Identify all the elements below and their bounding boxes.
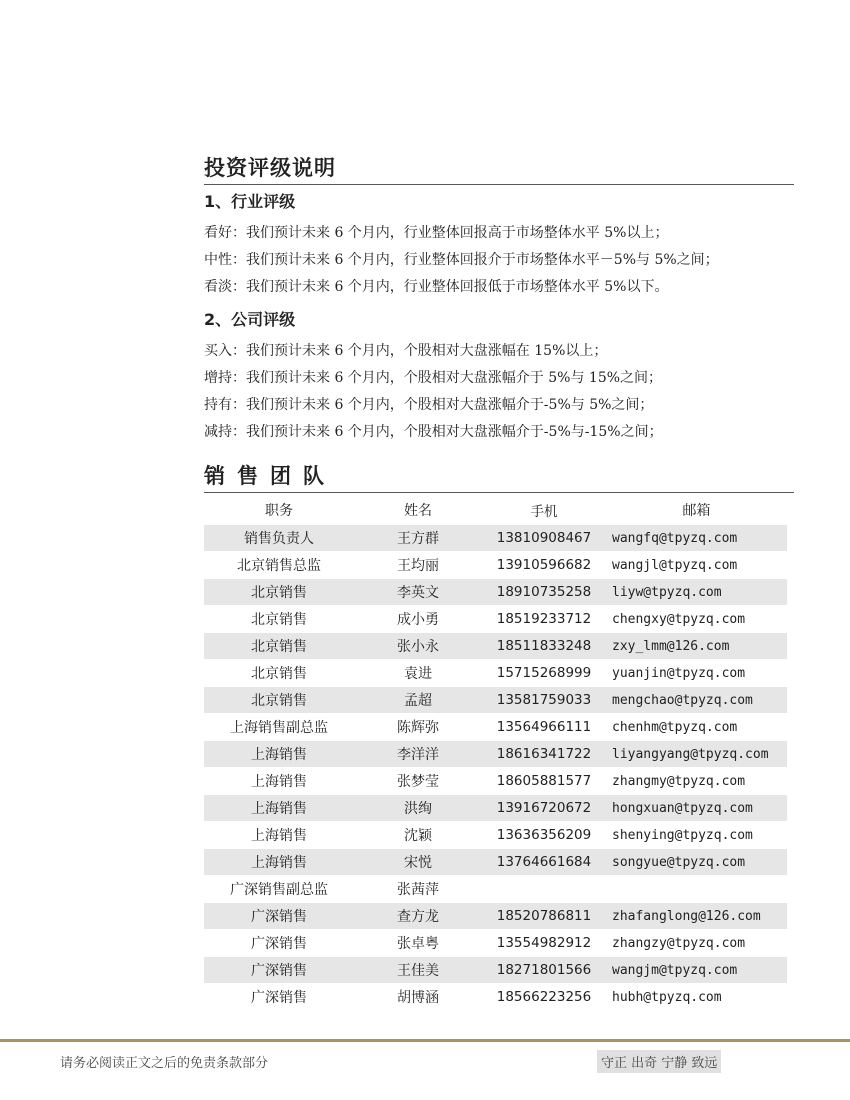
footer-motto: 守正 出奇 宁静 致远: [597, 1050, 721, 1073]
cell-name: 王佳美: [354, 957, 482, 984]
cell-phone: 13910596682: [482, 552, 606, 579]
table-row: [204, 822, 787, 849]
table-row: [204, 714, 787, 741]
cell-name: 王均丽: [354, 552, 482, 579]
cell-phone: 18511833248: [482, 633, 606, 660]
table-header-row: [204, 495, 787, 525]
industry-rating-heading: 1、行业评级: [204, 192, 296, 211]
table-row: [204, 957, 787, 984]
table-row: [204, 687, 787, 714]
cell-name: 袁进: [354, 660, 482, 687]
cell-name: 张小永: [354, 633, 482, 660]
header-name: 姓名: [404, 503, 432, 519]
cell-phone: 13581759033: [482, 687, 606, 714]
cell-email: songyue@tpyzq.com: [606, 849, 787, 876]
company-rating-heading: 2、公司评级: [204, 310, 296, 329]
header-email: 邮箱: [682, 503, 711, 519]
cell-email: zhafanglong@126.com: [606, 903, 787, 930]
cell-phone: 18519233712: [482, 606, 606, 633]
cell-role: 北京销售总监: [204, 552, 354, 579]
table-row: [204, 849, 787, 876]
cell-email: liyangyang@tpyzq.com: [606, 741, 787, 768]
cell-email: chenhm@tpyzq.com: [606, 714, 787, 741]
cell-name: 李英文: [354, 579, 482, 606]
cell-role: 广深销售: [204, 957, 354, 984]
cell-email: liyw@tpyzq.com: [606, 579, 787, 606]
cell-role: 销售负责人: [204, 525, 354, 552]
footer-divider: [0, 1039, 850, 1042]
cell-name: 张茜萍: [354, 876, 482, 903]
cell-phone: 18605881577: [482, 768, 606, 795]
cell-role: 北京销售: [204, 579, 354, 606]
cell-role: 上海销售: [204, 741, 354, 768]
cell-email: zhangzy@tpyzq.com: [606, 930, 787, 957]
cell-phone: 13916720672: [482, 795, 606, 822]
cell-email: wangjl@tpyzq.com: [606, 552, 787, 579]
cell-role: 上海销售: [204, 768, 354, 795]
table-row: [204, 930, 787, 957]
cell-name: 陈辉弥: [354, 714, 482, 741]
table-row: [204, 876, 787, 903]
table-row: [204, 552, 787, 579]
cell-name: 孟超: [354, 687, 482, 714]
cell-phone: 13810908467: [482, 525, 606, 552]
cell-name: 成小勇: [354, 606, 482, 633]
rating-title: 投资评级说明: [204, 152, 794, 185]
table-row: [204, 579, 787, 606]
sales-team-rows: [204, 525, 787, 1011]
cell-phone: 18271801566: [482, 957, 606, 984]
cell-role: 上海销售: [204, 849, 354, 876]
cell-phone: 18616341722: [482, 741, 606, 768]
cell-phone: 18566223256: [482, 984, 606, 1011]
cell-role: 广深销售: [204, 984, 354, 1011]
cell-email: wangjm@tpyzq.com: [606, 957, 787, 984]
industry-rating-list: [204, 220, 794, 301]
cell-role: 上海销售: [204, 822, 354, 849]
cell-email: mengchao@tpyzq.com: [606, 687, 787, 714]
cell-name: 查方龙: [354, 903, 482, 930]
industry-rating-line: 看淡：我们预计未来 6 个月内，行业整体回报低于市场整体水平 5%以下。: [204, 279, 669, 295]
sales-team-title: 销售团队: [204, 460, 794, 493]
cell-role: 广深销售: [204, 930, 354, 957]
cell-role: 广深销售副总监: [204, 876, 354, 903]
header-role: 职务: [265, 503, 293, 519]
company-rating-list: [204, 338, 794, 446]
cell-email: wangfq@tpyzq.com: [606, 525, 787, 552]
cell-phone: 13764661684: [482, 849, 606, 876]
table-row: [204, 984, 787, 1011]
header-phone: 手机: [530, 504, 558, 520]
table-row: [204, 525, 787, 552]
cell-email: hubh@tpyzq.com: [606, 984, 787, 1011]
cell-name: 宋悦: [354, 849, 482, 876]
table-row: [204, 903, 787, 930]
table-row: [204, 795, 787, 822]
industry-rating-line: 中性：我们预计未来 6 个月内，行业整体回报介于市场整体水平－5%与 5%之间；: [204, 252, 719, 268]
cell-email: chengxy@tpyzq.com: [606, 606, 787, 633]
table-row: [204, 660, 787, 687]
cell-role: 北京销售: [204, 687, 354, 714]
cell-email: [606, 876, 787, 903]
cell-name: 张梦莹: [354, 768, 482, 795]
cell-name: 张卓粤: [354, 930, 482, 957]
cell-phone: 13564966111: [482, 714, 606, 741]
company-rating-line: 买入：我们预计未来 6 个月内，个股相对大盘涨幅在 15%以上；: [204, 343, 608, 359]
cell-role: 北京销售: [204, 633, 354, 660]
cell-name: 王方群: [354, 525, 482, 552]
table-row: [204, 768, 787, 795]
company-rating-line: 增持：我们预计未来 6 个月内，个股相对大盘涨幅介于 5%与 15%之间；: [204, 370, 663, 386]
cell-phone: 18910735258: [482, 579, 606, 606]
cell-name: 洪绚: [354, 795, 482, 822]
table-row: [204, 741, 787, 768]
sales-team-table: [204, 495, 787, 1011]
cell-phone: 13554982912: [482, 930, 606, 957]
table-row: [204, 606, 787, 633]
cell-role: 北京销售: [204, 660, 354, 687]
company-rating-line: 持有：我们预计未来 6 个月内，个股相对大盘涨幅介于-5%与 5%之间；: [204, 397, 654, 413]
cell-name: 胡博涵: [354, 984, 482, 1011]
cell-name: 李洋洋: [354, 741, 482, 768]
cell-phone: 18520786811: [482, 903, 606, 930]
cell-name: 沈颖: [354, 822, 482, 849]
company-rating-line: 减持：我们预计未来 6 个月内，个股相对大盘涨幅介于-5%与-15%之间；: [204, 424, 663, 440]
cell-email: yuanjin@tpyzq.com: [606, 660, 787, 687]
cell-role: 上海销售: [204, 795, 354, 822]
table-row: [204, 633, 787, 660]
cell-role: 广深销售: [204, 903, 354, 930]
cell-email: zxy_lmm@126.com: [606, 633, 787, 660]
cell-email: zhangmy@tpyzq.com: [606, 768, 787, 795]
footer-disclaimer: 请务必阅读正文之后的免责条款部分: [60, 1056, 269, 1071]
cell-email: shenying@tpyzq.com: [606, 822, 787, 849]
cell-phone: 15715268999: [482, 660, 606, 687]
cell-role: 上海销售副总监: [204, 714, 354, 741]
cell-phone: 13636356209: [482, 822, 606, 849]
industry-rating-line: 看好：我们预计未来 6 个月内，行业整体回报高于市场整体水平 5%以上；: [204, 225, 669, 241]
page-content: [204, 152, 794, 1011]
cell-role: 北京销售: [204, 606, 354, 633]
cell-phone: [482, 876, 606, 903]
cell-email: hongxuan@tpyzq.com: [606, 795, 787, 822]
